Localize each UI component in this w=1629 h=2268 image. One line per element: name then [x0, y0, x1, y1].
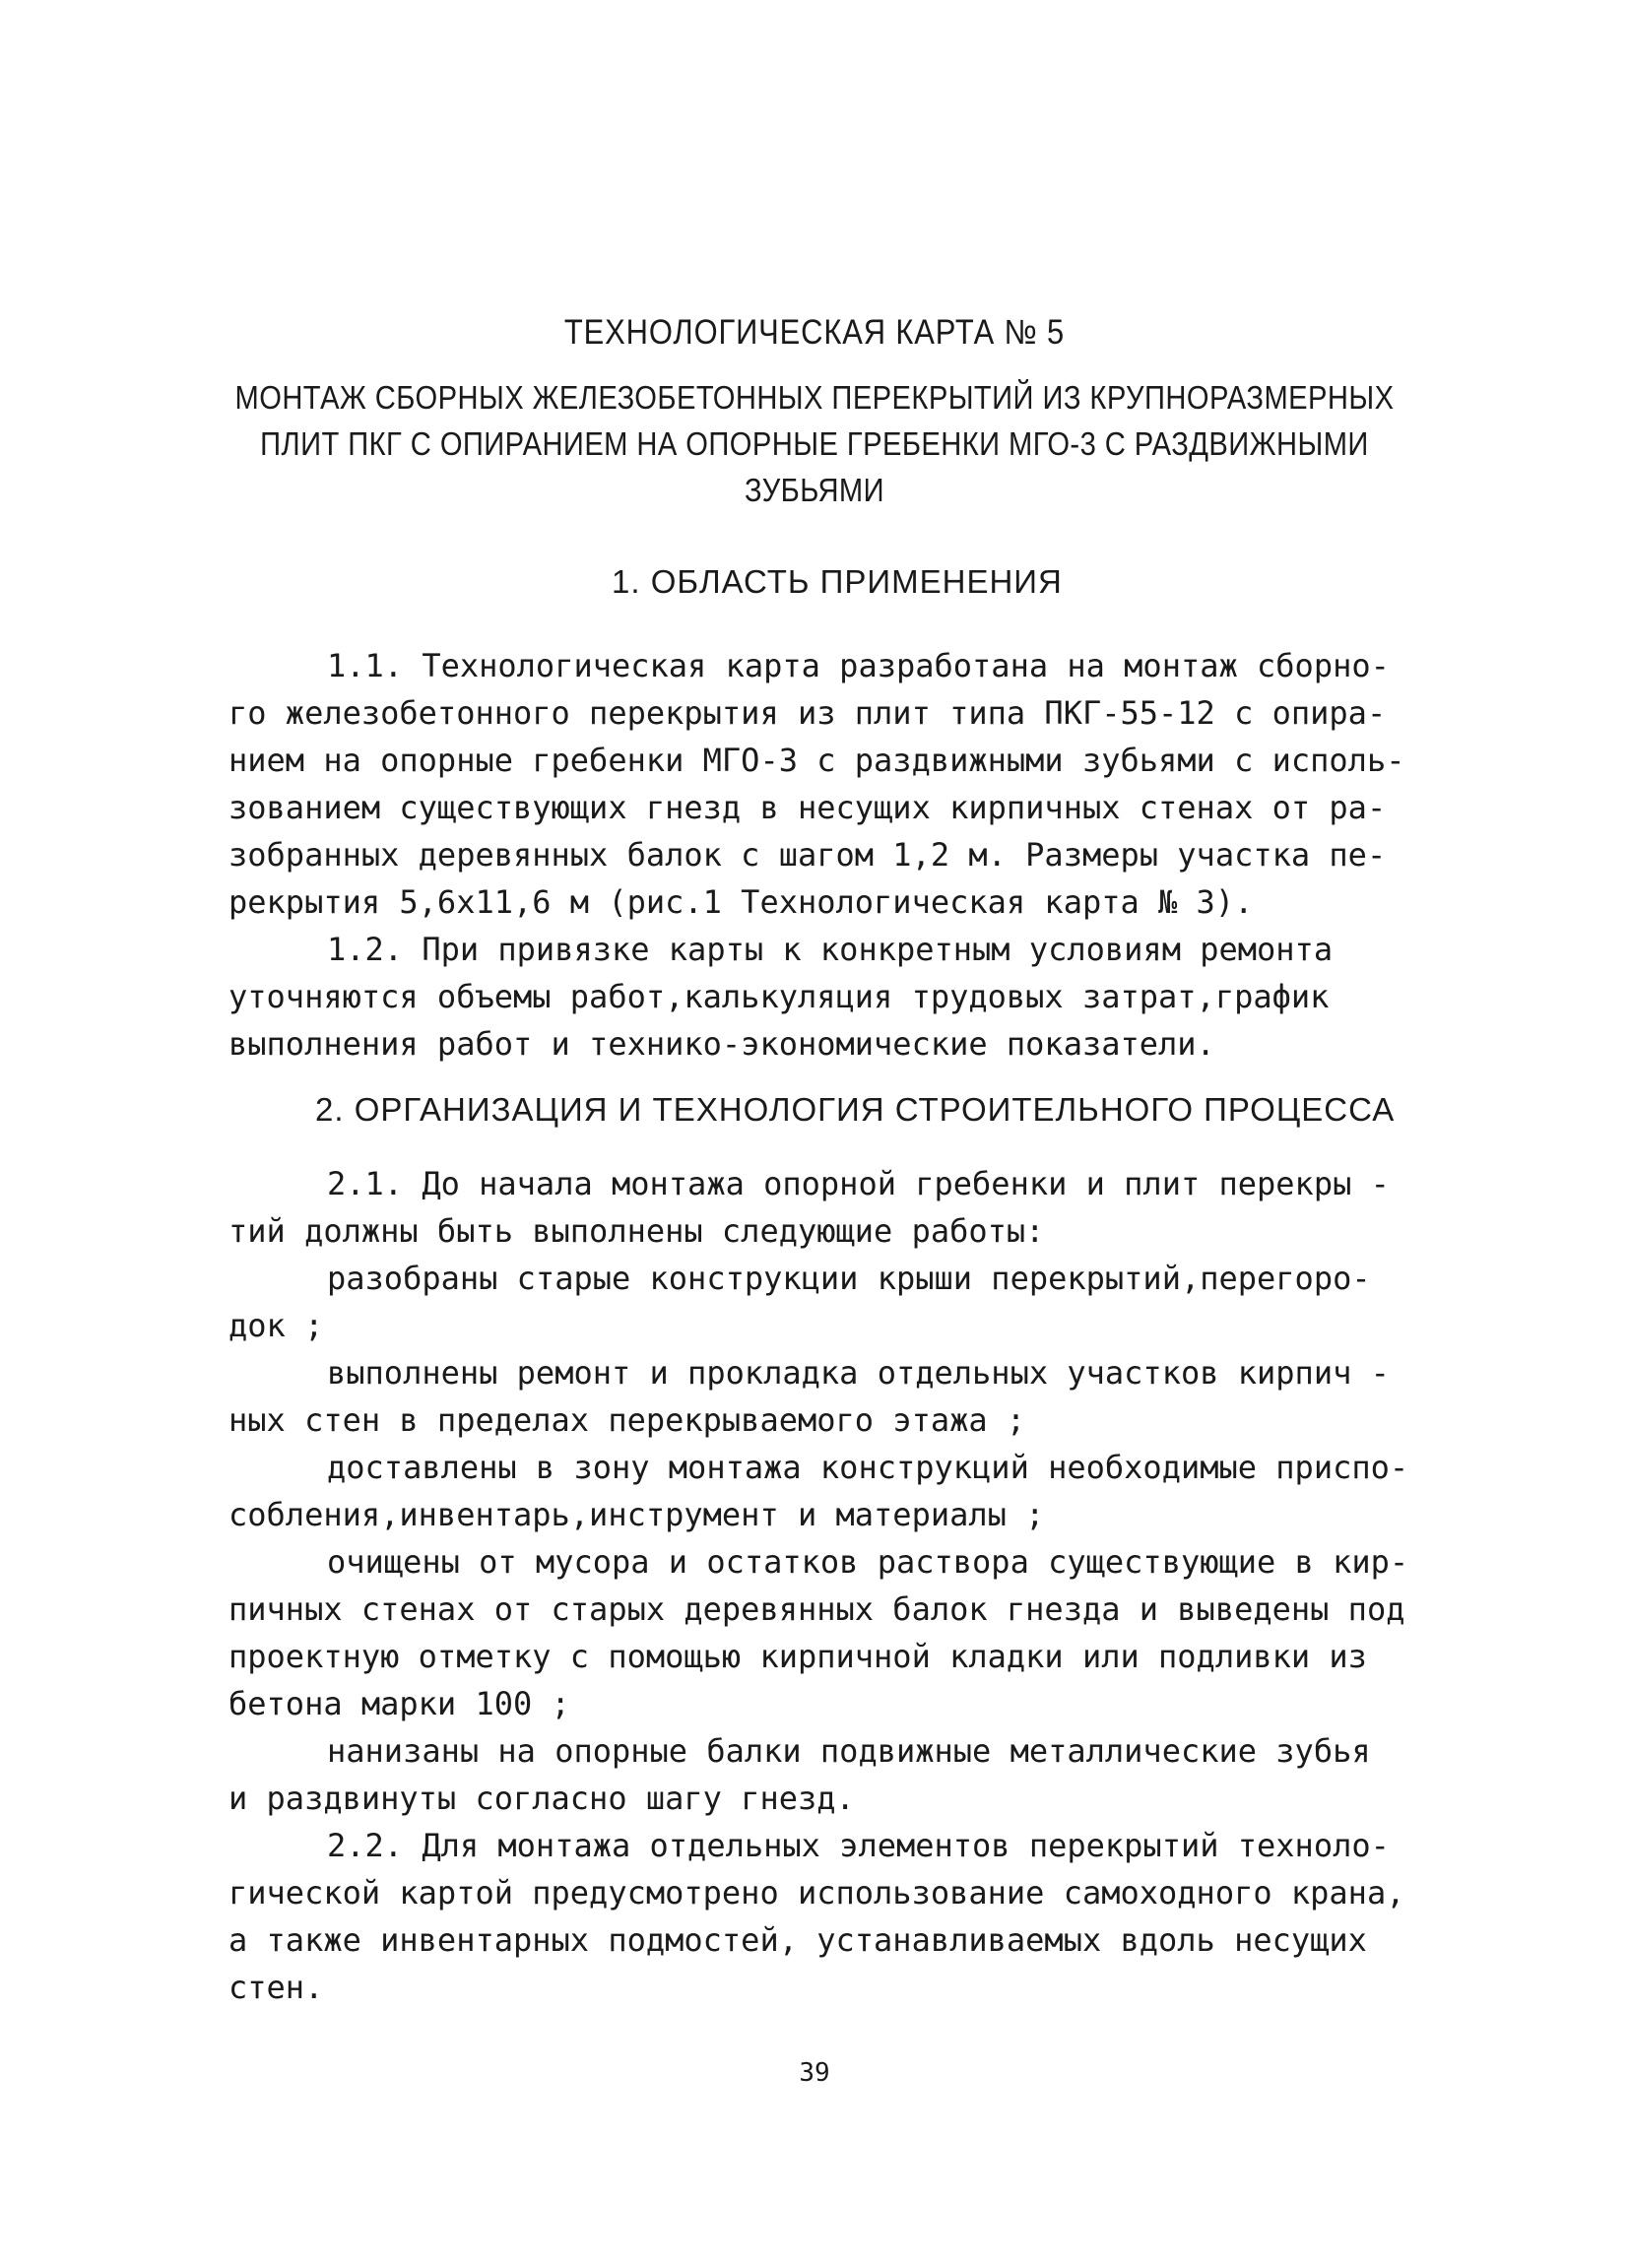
- text-line: док ;: [228, 1307, 324, 1344]
- document-subtitle: [96, 374, 1533, 513]
- text-line: го железобетонного перекрытия из плит типа ПКГ-55-12 с опира-: [228, 694, 1387, 732]
- text-line: зобранных деревянных балок с шагом 1,2 м. Размеры участка пе-: [228, 836, 1387, 874]
- text-line: рекрытия 5,6х11,6 м (рис.1 Технологическая карта № 3).: [228, 883, 1254, 921]
- text-line: проектную отметку с помощью кирпичной кладки или подливки из: [228, 1638, 1367, 1675]
- document-title: ТЕХНОЛОГИЧЕСКАЯ КАРТА № 5: [563, 313, 1066, 352]
- text-line: тий должны быть выполнены следующие работы:: [228, 1212, 1045, 1250]
- text-line: стен.: [228, 1969, 324, 2006]
- text-line: бетона марки 100 ;: [228, 1685, 570, 1722]
- text-line: уточняются объемы работ,калькуляция трудовых затрат,график: [228, 978, 1330, 1015]
- subtitle-line: ЗУБЬЯМИ: [744, 472, 885, 508]
- text-line: нием на опорные гребенки МГО-3 с раздвижными зубьями с исполь-: [228, 742, 1405, 779]
- text-line: доставлены в зону монтажа конструкций необходимые приспо-: [327, 1449, 1409, 1486]
- section-heading-organization: 2. ОРГАНИЗАЦИЯ И ТЕХНОЛОГИЯ СТРОИТЕЛЬНОГО ПРОЦЕССА: [315, 1091, 1396, 1128]
- text-line: собления,инвентарь,инструмент и материалы ;: [228, 1496, 1045, 1533]
- text-line: а также инвентарных подмостей, устанавливаемых вдоль несущих: [228, 1921, 1367, 1959]
- text-line: гической картой предусмотрено использование самоходного крана,: [228, 1874, 1405, 1912]
- text-line: ных стен в пределах перекрываемого этажа ;: [228, 1401, 1026, 1439]
- text-line: 1.2. При привязке карты к конкретным условиям ремонта: [327, 931, 1334, 968]
- section-heading-scope: 1. ОБЛАСТЬ ПРИМЕНЕНИЯ: [612, 563, 1063, 600]
- section-body-organization: [228, 1160, 1430, 2011]
- text-line: 2.1. До начала монтажа опорной гребенки и плит перекры -: [327, 1165, 1390, 1202]
- text-line: 2.2. Для монтажа отдельных элементов перекрытий техноло-: [327, 1827, 1390, 1864]
- text-line: выполнены ремонт и прокладка отдельных участков кирпич -: [327, 1354, 1390, 1392]
- subtitle-line: МОНТАЖ СБОРНЫХ ЖЕЛЕЗОБЕТОННЫХ ПЕРЕКРЫТИЙ ИЗ КРУПНОРАЗМЕРНЫХ: [234, 379, 1395, 416]
- text-line: разобраны старые конструкции крыши перекрытий,перегоро-: [327, 1260, 1371, 1297]
- text-line: очищены от мусора и остатков раствора существующие в кир-: [327, 1543, 1409, 1581]
- subtitle-line: ПЛИТ ПКГ С ОПИРАНИЕМ НА ОПОРНЫЕ ГРЕБЕНКИ МГО-3 С РАЗДВИЖНЫМИ: [260, 425, 1369, 462]
- section-body-scope: [228, 642, 1430, 1068]
- text-line: зованием существующих гнезд в несущих кирпичных стенах от ра-: [228, 789, 1387, 826]
- text-line: 1.1. Технологическая карта разработана на монтаж сборно-: [327, 647, 1390, 684]
- text-line: выполнения работ и технико-экономические показатели.: [228, 1025, 1215, 1063]
- text-line: и раздвинуты согласно шагу гнезд.: [228, 1780, 855, 1817]
- text-line: нанизаны на опорные балки подвижные металлические зубья: [327, 1732, 1371, 1770]
- text-line: пичных стенах от старых деревянных балок гнезда и выведены под: [228, 1590, 1405, 1628]
- page-number: 39: [799, 2058, 830, 2088]
